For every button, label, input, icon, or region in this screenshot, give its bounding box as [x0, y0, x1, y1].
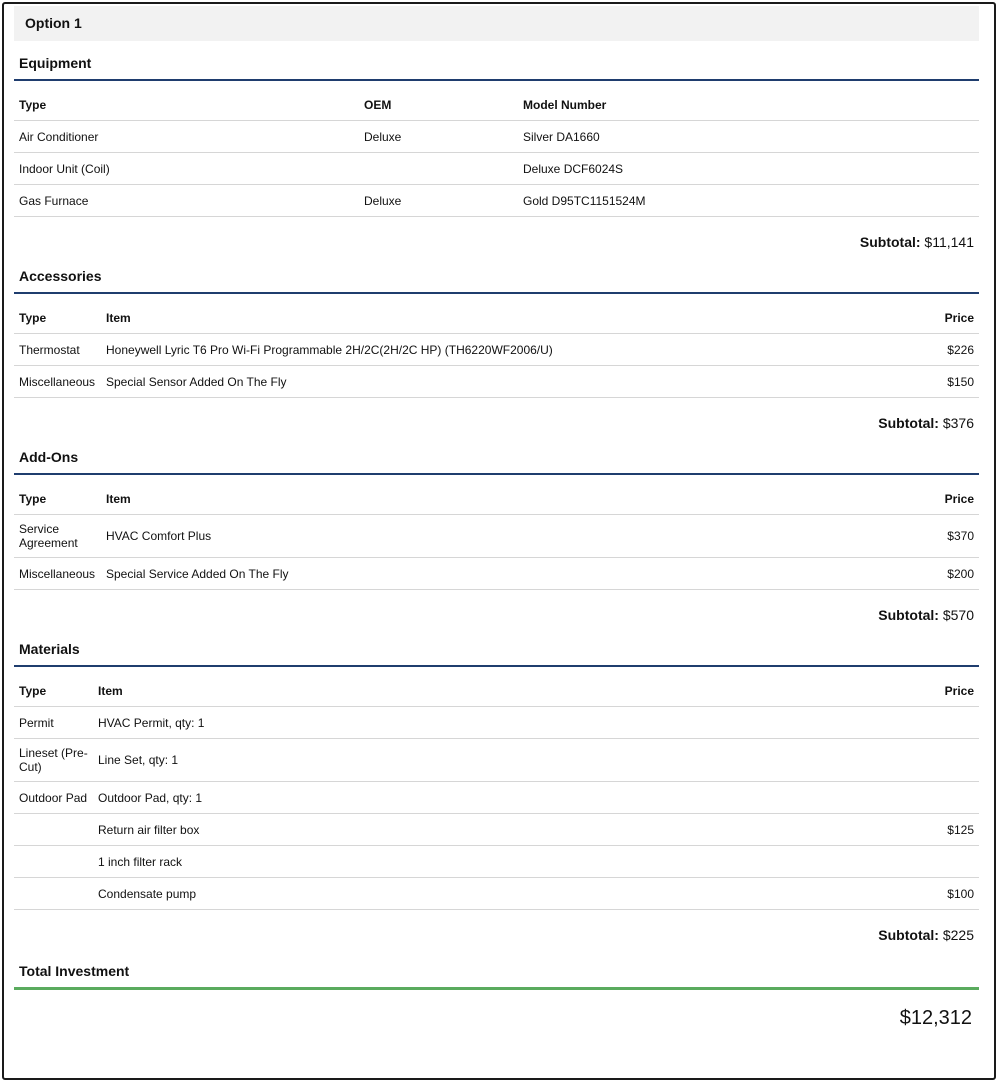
item-cell: Outdoor Pad, qty: 1	[93, 782, 889, 814]
type-cell: Gas Furnace	[14, 185, 359, 217]
item-cell: 1 inch filter rack	[93, 846, 889, 878]
type-cell: Air Conditioner	[14, 121, 359, 153]
table-row	[14, 185, 979, 217]
item-header: Item	[101, 475, 889, 515]
price-header: Price	[889, 475, 979, 515]
accessories-table	[14, 294, 979, 398]
price-cell	[889, 707, 979, 739]
type-cell: Thermostat	[14, 334, 101, 366]
price-cell	[889, 739, 979, 782]
subtotal-value: $570	[942, 607, 974, 623]
type-cell: Service Agreement	[14, 515, 101, 558]
table-header-row	[14, 475, 979, 515]
subtotal-label: Subtotal:	[878, 415, 939, 431]
table-row	[14, 153, 979, 185]
proposal-frame	[2, 2, 996, 1080]
price-cell	[889, 782, 979, 814]
type-cell: Lineset (Pre-Cut)	[14, 739, 93, 782]
table-row	[14, 846, 979, 878]
price-cell: $150	[889, 366, 979, 398]
type-cell: Permit	[14, 707, 93, 739]
price-cell	[889, 846, 979, 878]
oem-cell: Deluxe	[359, 185, 518, 217]
table-header-row	[14, 667, 979, 707]
subtotal-value: $11,141	[924, 234, 974, 250]
subtotal-label: Subtotal:	[878, 607, 939, 623]
table-row	[14, 782, 979, 814]
subtotal-label: Subtotal:	[859, 234, 921, 250]
materials-section-title: Materials	[14, 641, 979, 667]
equipment-table	[14, 81, 979, 217]
type-cell: Miscellaneous	[14, 558, 101, 590]
type-header: Type	[14, 294, 101, 334]
subtotal-value: $376	[942, 415, 974, 431]
type-cell: Miscellaneous	[14, 366, 101, 398]
subtotal-label: Subtotal:	[878, 927, 939, 943]
option-title: Option 1	[14, 6, 979, 41]
accessories-subtotal	[14, 398, 979, 449]
model-cell: Deluxe DCF6024S	[518, 153, 979, 185]
item-header: Item	[93, 667, 889, 707]
item-cell: Line Set, qty: 1	[93, 739, 889, 782]
type-cell: Outdoor Pad	[14, 782, 93, 814]
materials-subtotal	[14, 910, 979, 961]
table-row	[14, 334, 979, 366]
price-cell: $200	[889, 558, 979, 590]
item-cell: HVAC Permit, qty: 1	[93, 707, 889, 739]
item-cell: Return air filter box	[93, 814, 889, 846]
oem-cell: Deluxe	[359, 121, 518, 153]
item-cell: Special Service Added On The Fly	[101, 558, 889, 590]
table-row	[14, 366, 979, 398]
type-cell	[14, 846, 93, 878]
table-row	[14, 121, 979, 153]
model-cell: Gold D95TC1151524M	[518, 185, 979, 217]
proposal-content	[14, 6, 979, 1030]
table-row	[14, 558, 979, 590]
addons-section-title: Add-Ons	[14, 449, 979, 475]
table-row	[14, 515, 979, 558]
table-row	[14, 878, 979, 910]
item-cell: Honeywell Lyric T6 Pro Wi-Fi Programmable 2H/2C(2H/2C HP) (TH6220WF2006/U)	[101, 334, 889, 366]
accessories-section-title: Accessories	[14, 268, 979, 294]
table-header-row	[14, 294, 979, 334]
type-cell: Indoor Unit (Coil)	[14, 153, 359, 185]
price-cell: $226	[889, 334, 979, 366]
total-investment-value: $12,312	[899, 1007, 972, 1029]
equipment-section-title: Equipment	[14, 41, 979, 81]
model-number-header: Model Number	[518, 81, 979, 121]
addons-subtotal	[14, 590, 979, 641]
price-cell: $370	[889, 515, 979, 558]
addons-table	[14, 475, 979, 590]
type-cell	[14, 878, 93, 910]
table-row	[14, 707, 979, 739]
subtotal-value: $225	[942, 927, 974, 943]
item-cell: HVAC Comfort Plus	[101, 515, 889, 558]
table-header-row	[14, 81, 979, 121]
item-cell: Special Sensor Added On The Fly	[101, 366, 889, 398]
price-cell: $100	[889, 878, 979, 910]
type-header: Type	[14, 81, 359, 121]
price-header: Price	[889, 294, 979, 334]
table-row	[14, 739, 979, 782]
item-header: Item	[101, 294, 889, 334]
item-cell: Condensate pump	[93, 878, 889, 910]
price-cell: $125	[889, 814, 979, 846]
price-header: Price	[889, 667, 979, 707]
equipment-subtotal	[14, 217, 979, 268]
materials-table	[14, 667, 979, 910]
table-row	[14, 814, 979, 846]
model-cell: Silver DA1660	[518, 121, 979, 153]
oem-cell	[359, 153, 518, 185]
type-header: Type	[14, 667, 93, 707]
total-investment-title: Total Investment	[14, 961, 979, 990]
type-header: Type	[14, 475, 101, 515]
oem-header: OEM	[359, 81, 518, 121]
type-cell	[14, 814, 93, 846]
